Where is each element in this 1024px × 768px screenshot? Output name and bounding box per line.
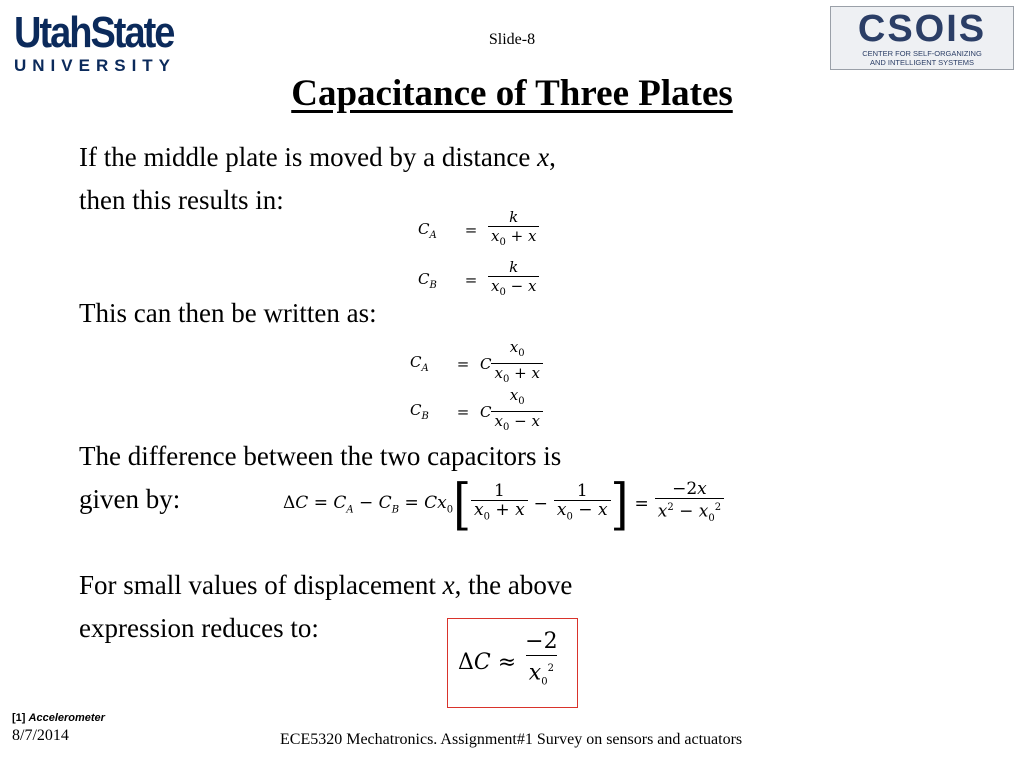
p1-line2: then this results in: xyxy=(79,185,284,215)
p4-line2: expression reduces to: xyxy=(79,613,319,643)
p3-line2: given by: xyxy=(79,484,181,514)
equation-cb-2: $C_B$ = C $\frac{x_0}{x_0 - x}$ xyxy=(410,386,543,437)
paragraph-2: This can then be written as: xyxy=(79,298,377,328)
slide-title: Capacitance of Three Plates xyxy=(291,73,733,114)
p1-var: x xyxy=(537,142,550,172)
approximation-box xyxy=(447,618,578,708)
p1-text-b: , xyxy=(549,142,556,172)
p4-text-a: For small values of displacement xyxy=(79,570,443,600)
p4-text-b: , the above xyxy=(454,570,573,600)
csois-logo-name: CSOIS xyxy=(857,8,987,50)
equation-approx: ΔC ≈ $\frac{-2}{x_0^2}$ xyxy=(458,629,561,696)
usu-logo-name: UtahState xyxy=(14,8,174,58)
slide-footer: ECE5320 Mechatronics. Assignment#1 Survey on sensors and actuators xyxy=(280,731,743,748)
slide-date: 8/7/2014 xyxy=(12,727,69,744)
equation-ca-1: $C_A$ = $\frac{k}{x_0 + x}$ xyxy=(418,208,539,252)
reference-note xyxy=(12,712,105,724)
csois-logo-line2: AND INTELLIGENT SYSTEMS xyxy=(869,58,975,67)
p3-line1: The difference between the two capacitors is xyxy=(79,441,562,471)
equation-delta-c: $\Delta C = C_A - C_B = Cx_0$ [ $\frac{1}{x_0 + x}$ − $\frac{1}{x_0 - x}$ ] = $\frac{-2x}{x^2 - x_0^2}$ xyxy=(283,480,724,528)
usu-logo-sub: UNIVERSITY xyxy=(14,56,177,75)
slide-number: Slide-8 xyxy=(488,31,536,48)
reference-tag: [1] xyxy=(12,712,26,724)
p1-text-a: If the middle plate is moved by a distance xyxy=(79,142,538,172)
reference-name: Accelerometer xyxy=(28,712,105,724)
equation-ca-2: $C_A$ = C $\frac{x_0}{x_0 + x}$ xyxy=(410,338,543,389)
csois-logo-line1: CENTER FOR SELF-ORGANIZING xyxy=(862,49,982,58)
p4-var: x xyxy=(442,570,455,600)
equation-cb-1: $C_B$ = $\frac{k}{x_0 - x}$ xyxy=(418,258,539,302)
